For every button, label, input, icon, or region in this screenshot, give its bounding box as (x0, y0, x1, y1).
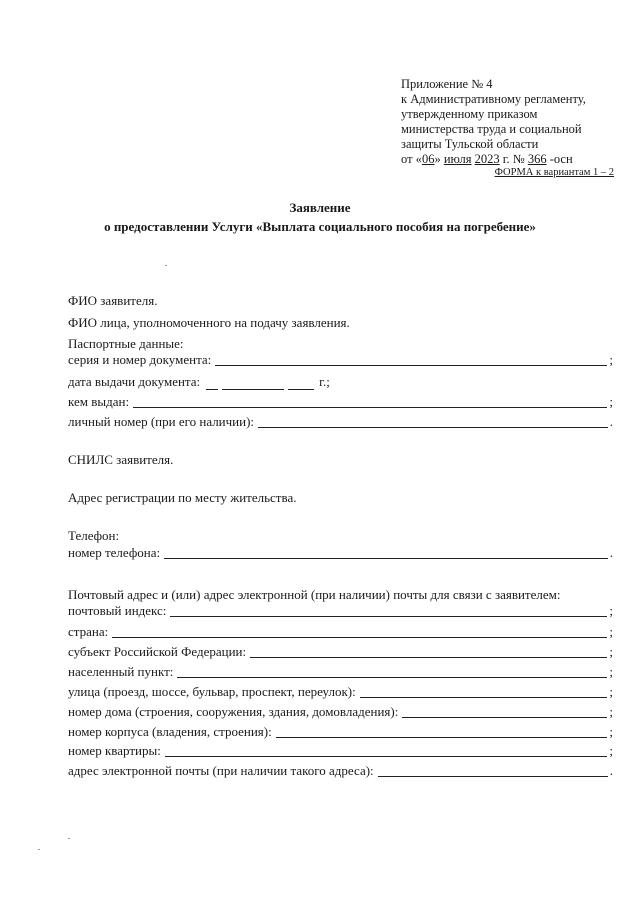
building-label: номер корпуса (владения, строения): (68, 724, 272, 739)
issued-by-label: кем выдан: (68, 394, 130, 409)
annex-line-4: министерства труда и социальной (401, 122, 582, 136)
locality-end: ; (609, 664, 613, 679)
apartment-end: ; (609, 743, 613, 758)
issue-date-label: дата выдачи документа: (68, 374, 201, 389)
street-end: ; (609, 684, 613, 699)
annex-order-date (401, 152, 586, 167)
fio-representative-label: ФИО лица, уполномоченного на подачу заявления. (68, 315, 350, 330)
date-prefix: от « (401, 152, 422, 166)
doc-series-field[interactable] (68, 352, 613, 368)
country-field[interactable] (68, 624, 613, 640)
annex-line-5: защиты Тульской области (401, 137, 539, 151)
building-blank[interactable] (276, 725, 608, 738)
building-end: ; (609, 724, 613, 739)
street-field[interactable] (68, 684, 613, 700)
annex-block (401, 77, 586, 167)
email-field[interactable] (68, 763, 613, 779)
building-field[interactable] (68, 724, 613, 740)
date-sep-2: г. № (499, 152, 528, 166)
personal-number-label: личный номер (при его наличии): (68, 414, 255, 429)
issued-by-blank[interactable] (133, 395, 607, 408)
issue-date-field[interactable] (68, 374, 330, 390)
issue-year-blank[interactable] (288, 377, 314, 390)
house-blank[interactable] (402, 705, 607, 718)
issue-date-year-suffix: г.; (319, 374, 330, 389)
passport-header: Паспортные данные: (68, 336, 184, 351)
house-end: ; (609, 704, 613, 719)
annex-line-3: утвержденному приказом (401, 107, 538, 121)
house-field[interactable] (68, 704, 613, 720)
document-title: Заявление (289, 200, 351, 215)
order-day: 06 (421, 152, 435, 166)
country-label: страна: (68, 624, 109, 639)
subject-end: ; (609, 644, 613, 659)
locality-blank[interactable] (177, 665, 607, 678)
country-end: ; (609, 624, 613, 639)
locality-label: населенный пункт: (68, 664, 174, 679)
phone-number-label: номер телефона: (68, 545, 161, 560)
apartment-field[interactable] (68, 743, 613, 759)
form-variant-label: ФОРМА к вариантам 1 – 2 (494, 167, 614, 178)
postal-index-blank[interactable] (170, 604, 607, 617)
house-label: номер дома (строения, сооружения, здания, домовладения): (68, 704, 399, 719)
apartment-blank[interactable] (165, 744, 608, 757)
order-year: 2023 (474, 152, 500, 166)
order-month: июля (443, 152, 472, 166)
email-blank[interactable] (378, 764, 608, 777)
personal-number-end: . (609, 414, 613, 429)
apartment-label: номер квартиры: (68, 743, 161, 758)
email-end: . (609, 763, 613, 778)
subject-label: субъект Российской Федерации: (68, 644, 247, 659)
order-number: 366 (527, 152, 547, 166)
annex-line-1: Приложение № 4 (401, 77, 493, 91)
doc-series-end: ; (609, 352, 613, 367)
phone-number-end: . (609, 545, 613, 560)
subject-blank[interactable] (250, 645, 607, 658)
postal-header: Почтовый адрес и (или) адрес электронной (при наличии) почты для связи с заявителем: (68, 587, 561, 602)
issued-by-field[interactable] (68, 394, 613, 410)
phone-number-field[interactable] (68, 545, 613, 561)
doc-series-blank[interactable] (215, 353, 607, 366)
scan-speck (38, 849, 40, 850)
scan-speck (68, 838, 70, 839)
subject-field[interactable] (68, 644, 613, 660)
street-label: улица (проезд, шоссе, бульвар, проспект, переулок): (68, 684, 356, 699)
postal-index-label: почтовый индекс: (68, 603, 167, 618)
issued-by-end: ; (609, 394, 613, 409)
annex-line-2: к Административному регламенту, (401, 92, 586, 106)
issue-month-blank[interactable] (222, 377, 284, 390)
phone-header: Телефон: (68, 528, 120, 543)
date-sep: » (434, 152, 444, 166)
reg-address-label: Адрес регистрации по месту жительства. (68, 490, 297, 505)
scan-speck (165, 265, 167, 266)
locality-field[interactable] (68, 664, 613, 680)
issue-day-blank[interactable] (206, 377, 218, 390)
order-suffix: -осн (546, 152, 573, 166)
email-label: адрес электронной почты (при наличии такого адреса): (68, 763, 374, 778)
country-blank[interactable] (112, 625, 607, 638)
document-subtitle: о предоставлении Услуги «Выплата социального пособия на погребение» (104, 219, 536, 234)
street-blank[interactable] (360, 685, 608, 698)
fio-applicant-label: ФИО заявителя. (68, 293, 158, 308)
personal-number-field[interactable] (68, 414, 613, 430)
snils-label: СНИЛС заявителя. (68, 452, 174, 467)
postal-index-field[interactable] (68, 603, 613, 619)
doc-series-label: серия и номер документа: (68, 352, 212, 367)
postal-index-end: ; (609, 603, 613, 618)
phone-number-blank[interactable] (164, 546, 608, 559)
personal-number-blank[interactable] (258, 415, 608, 428)
